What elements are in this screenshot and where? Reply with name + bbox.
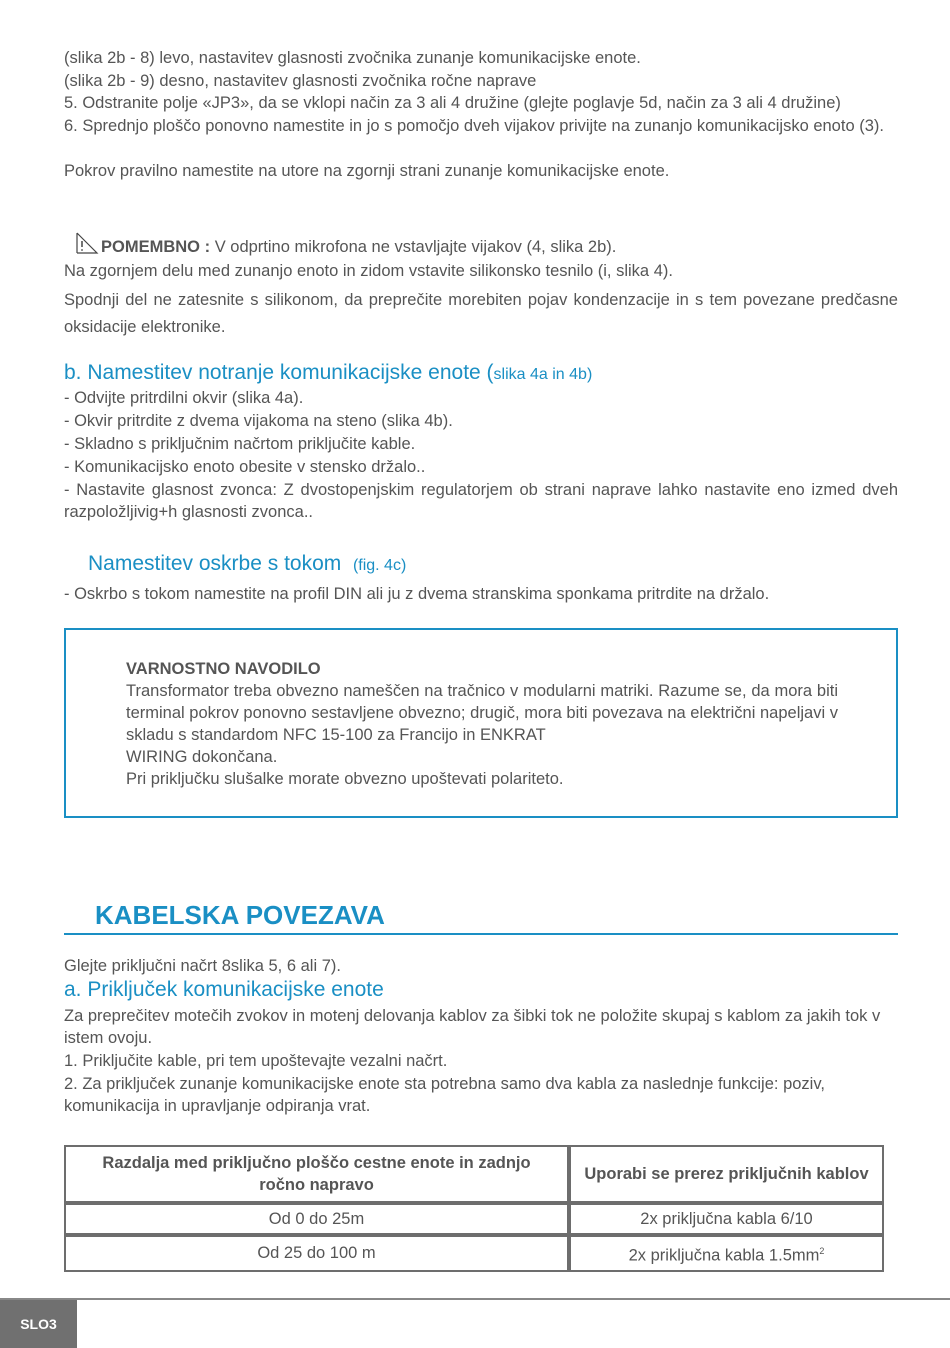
important-text: V odprtino mikrofona ne vstavljajte vijakov (4, slika 2b). bbox=[214, 238, 617, 256]
table-row bbox=[64, 1203, 884, 1235]
cable-subtitle: a. Priključek komunikacijske enote bbox=[64, 978, 384, 1001]
power-title-text: Namestitev oskrbe s tokom bbox=[88, 552, 342, 575]
important-line-3: Spodnji del ne zatesnite s silikonom, da preprečite morebiten pojav kondenzacije in s tem povezane predčasne oksidacije elektronike. bbox=[64, 291, 898, 336]
safety-body: Transformator treba obvezno nameščen na tračnico v modularni matriki. Razume se, da mora biti terminal pokrov ponovno sestavljene obvezno; drugič, mora biti povezava na električni napeljavi v skladu s standardom NFC 15-100 za Francijo in ENKRAT bbox=[126, 682, 838, 744]
page-label: SLO3 bbox=[0, 1300, 77, 1348]
section-b-item-3: - Skladno s priključnim načrtom priključite kable. bbox=[64, 435, 416, 453]
safety-body-3: Pri priključku slušalke morate obvezno upoštevati polariteto. bbox=[126, 770, 564, 788]
cable-paragraph-2: 1. Priključite kable, pri tem upoštevajte vezalni načrt. bbox=[64, 1052, 448, 1070]
intro-line-5: Pokrov pravilno namestite na utore na zgornji strani zunanje komunikacijske enote. bbox=[64, 162, 670, 180]
section-b-item-2: - Okvir pritrdite z dvema vijakoma na steno (slika 4b). bbox=[64, 412, 453, 430]
intro-line-1: (slika 2b - 8) levo, nastavitev glasnosti zvočnika zunanje komunikacijske enote. bbox=[64, 49, 641, 67]
cable-intro: Glejte priključni načrt 8slika 5, 6 ali 7). bbox=[64, 957, 341, 975]
table-header-distance: Razdalja med priključno ploščo cestne enote in zadnjo ročno napravo bbox=[64, 1145, 569, 1203]
cable-paragraph-1: Za preprečitev motečih zvokov in motenj delovanja kablov za šibki tok ne položite skupaj s kablom za jakih tok v istem ovoju. bbox=[64, 1007, 881, 1047]
cable-paragraph-3: 2. Za priključek zunanje komunikacijske enote sta potrebna samo dva kabla za naslednje funkcije: poziv, komunikacija in upravljanje odpiranja vrat. bbox=[64, 1075, 825, 1115]
safety-heading: VARNOSTNO NAVODILO bbox=[126, 660, 321, 678]
section-b-item-4: - Komunikacijsko enoto obesite v stensko držalo.. bbox=[64, 458, 426, 476]
power-text: - Oskrbo s tokom namestite na profil DIN ali ju z dvema stranskima sponkama pritrdite na držalo. bbox=[64, 585, 770, 603]
cable-title: KABELSKA POVEZAVA bbox=[95, 900, 385, 930]
intro-line-4: 6. Sprednjo ploščo ponovno namestite in jo s pomočjo dveh vijakov privijte na zunanjo komunikacijsko enoto (3). bbox=[64, 117, 884, 135]
section-b-title-text: b. Namestitev notranje komunikacijske enote ( bbox=[64, 361, 494, 384]
section-b-item-5: - Nastavite glasnost zvonca: Z dvostopenjskim regulatorjem ob strani naprave lahko nastavite eno izmed dveh razpoložljivig+h glasnosti zvonca.. bbox=[64, 481, 898, 521]
footer-divider bbox=[0, 1298, 950, 1300]
table-cell-cable bbox=[569, 1235, 884, 1272]
table-cell-cable-text: 2x priključna kabla 1.5mm bbox=[628, 1246, 820, 1265]
intro-line-3: 5. Odstranite polje «JP3», da se vklopi način za 3 ali 4 družine (glejte poglavje 5d, način za 3 ali 4 družine) bbox=[64, 94, 841, 112]
superscript: 2 bbox=[819, 1246, 825, 1256]
section-b-title-ref: slika 4a in 4b) bbox=[493, 366, 593, 383]
safety-body-2: WIRING dokončana. bbox=[126, 748, 278, 766]
warning-icon bbox=[73, 232, 99, 256]
important-label: POMEMBNO : bbox=[101, 238, 211, 256]
table-header-row bbox=[64, 1145, 884, 1203]
table-row bbox=[64, 1235, 884, 1272]
intro-line-2: (slika 2b - 9) desno, nastavitev glasnosti zvočnika ročne naprave bbox=[64, 72, 537, 90]
table-cell-distance: Od 0 do 25m bbox=[64, 1203, 569, 1235]
title-divider bbox=[64, 933, 898, 935]
section-b-title bbox=[64, 362, 592, 386]
cable-spec-table bbox=[64, 1145, 884, 1272]
power-title bbox=[88, 553, 406, 577]
table-cell-cable: 2x priključna kabla 6/10 bbox=[569, 1203, 884, 1235]
important-line bbox=[73, 232, 616, 258]
safety-content bbox=[126, 658, 838, 790]
section-b-item-1: - Odvijte pritrdilni okvir (slika 4a). bbox=[64, 389, 304, 407]
safety-box bbox=[64, 628, 898, 818]
important-line-2: Na zgornjem delu med zunanjo enoto in zidom vstavite silikonsko tesnilo (i, slika 4). bbox=[64, 262, 673, 280]
table-cell-distance: Od 25 do 100 m bbox=[64, 1235, 569, 1272]
table-header-cable: Uporabi se prerez priključnih kablov bbox=[569, 1145, 884, 1203]
power-title-ref: (fig. 4c) bbox=[352, 557, 407, 574]
